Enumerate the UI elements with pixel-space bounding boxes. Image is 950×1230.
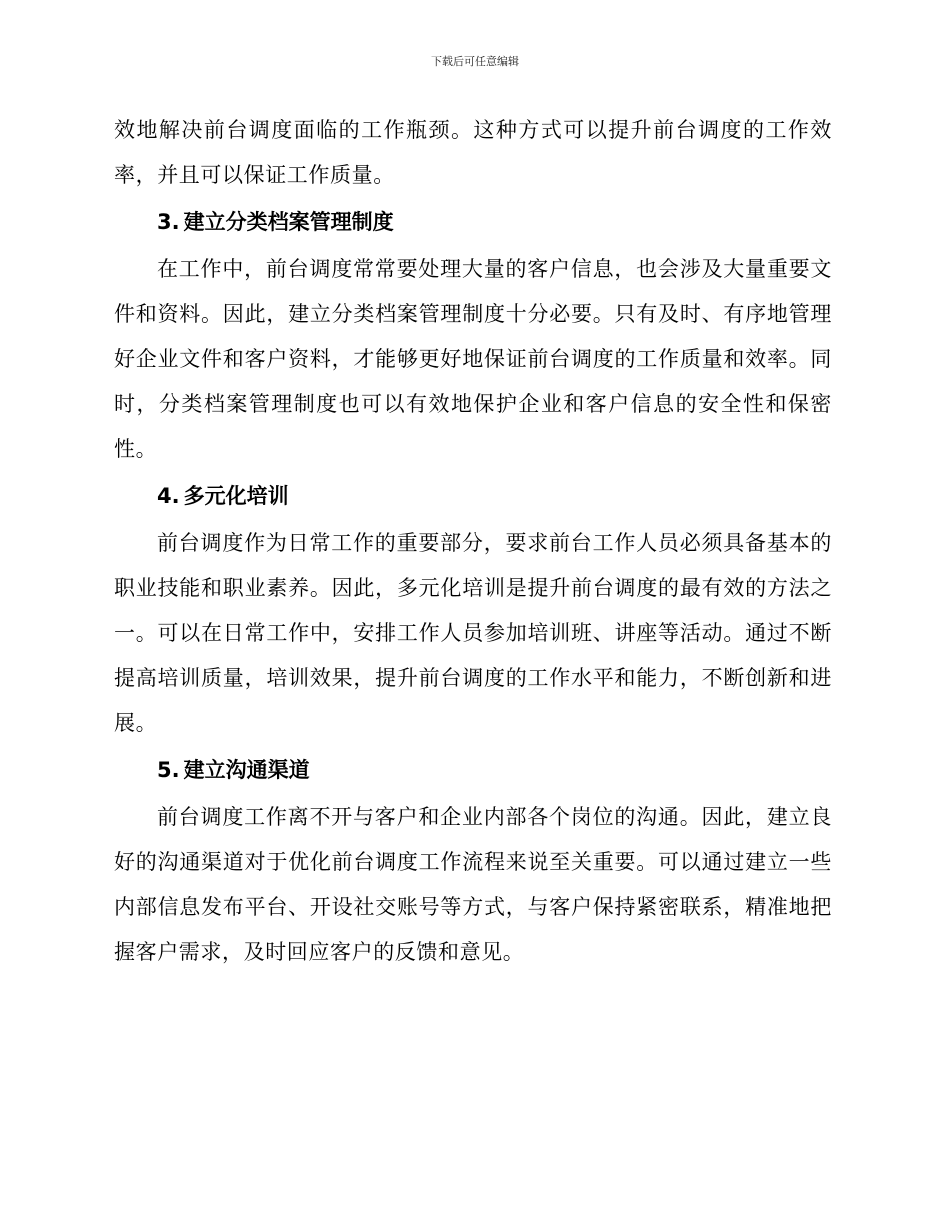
section-4-number: 4. [157,484,180,508]
section-3-number: 3. [157,210,180,234]
document-body [114,108,832,975]
section-3-paragraph: 在工作中，前台调度常常要处理大量的客户信息，也会涉及大量重要文件和资料。因此，建立分类档案管理制度十分必要。只有及时、有序地管理好企业文件和客户资料，才能够更好地保证前台调度的工作质量和效率。同时，分类档案管理制度也可以有效地保护企业和客户信息的安全性和保密性。 [114,257,832,461]
section-3-heading [114,205,832,240]
section-5-number: 5. [157,758,180,782]
section-5-heading [114,753,832,788]
section-5-title: 建立沟通渠道 [183,758,310,782]
intro-paragraph: 效地解决前台调度面临的工作瓶颈。这种方式可以提升前台调度的工作效率，并且可以保证工作质量。 [114,118,832,187]
section-4-title: 多元化培训 [183,484,289,508]
page-header-note: 下载后可任意编辑 [431,55,519,68]
section-4-paragraph: 前台调度作为日常工作的重要部分，要求前台工作人员必须具备基本的职业技能和职业素养。因此，多元化培训是提升前台调度的最有效的方法之一。可以在日常工作中，安排工作人员参加培训班、讲座等活动。通过不断提高培训质量，培训效果，提升前台调度的工作水平和能力，不断创新和进展。 [114,531,832,735]
section-3-title: 建立分类档案管理制度 [183,210,394,234]
section-5-paragraph: 前台调度工作离不开与客户和企业内部各个岗位的沟通。因此，建立良好的沟通渠道对于优化前台调度工作流程来说至关重要。可以通过建立一些内部信息发布平台、开设社交账号等方式，与客户保持紧密联系，精准地把握客户需求，及时回应客户的反馈和意见。 [114,805,832,964]
section-4-heading [114,479,832,514]
